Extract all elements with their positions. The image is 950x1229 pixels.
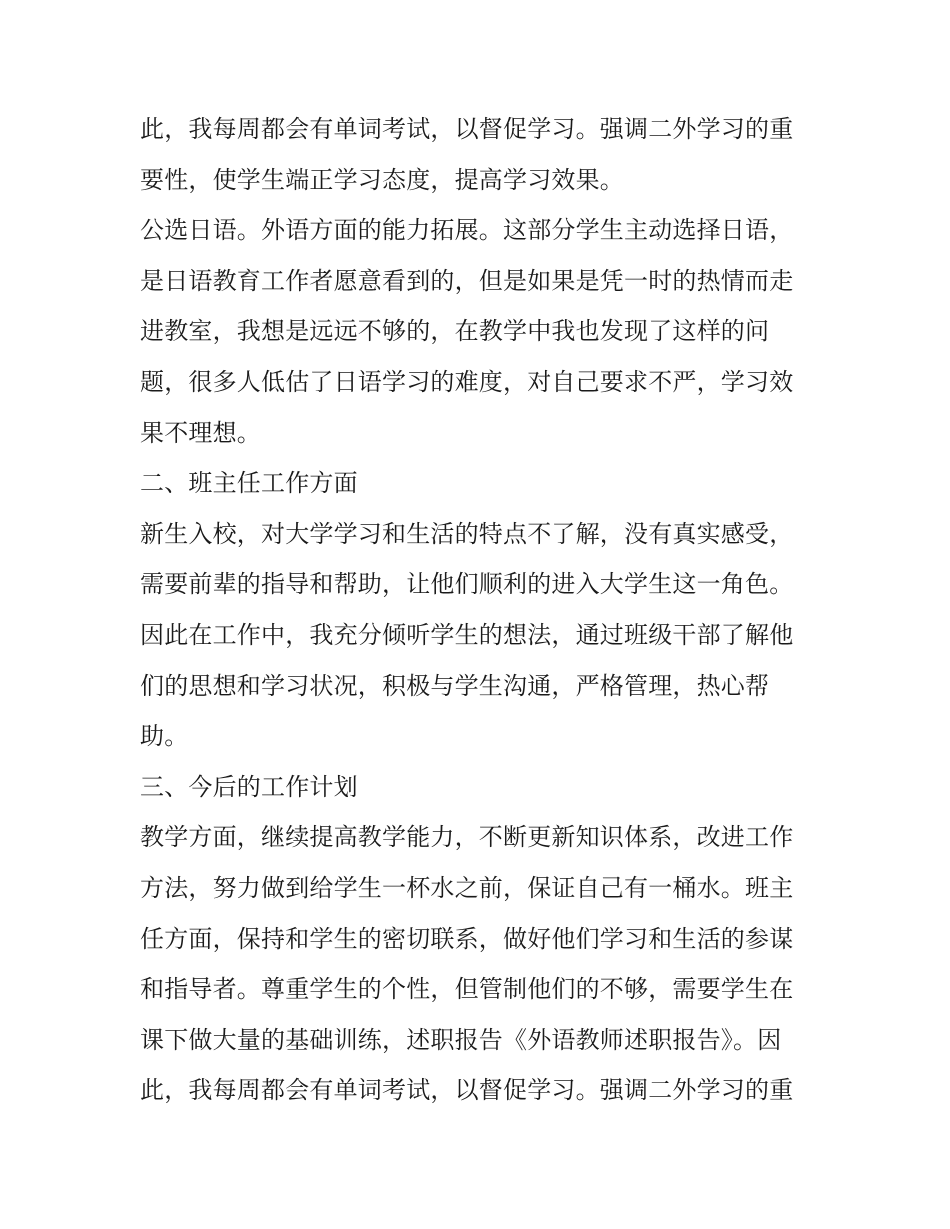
document-body (140, 104, 820, 1116)
text-line: 和指导者。尊重学生的个性，但管制他们的不够，需要学生在 (140, 975, 794, 1004)
text-line: 题，很多人低估了日语学习的难度，对自己要求不严，学习效 (140, 367, 794, 396)
text-line: 需要前辈的指导和帮助，让他们顺利的进入大学生这一角色。 (140, 570, 794, 599)
text-line: 是日语教育工作者愿意看到的，但是如果是凭一时的热情而走 (140, 266, 794, 295)
text-line: 新生入校，对大学学习和生活的特点不了解，没有真实感受， (140, 519, 794, 548)
text-line: 们的思想和学习状况，积极与学生沟通，严格管理，热心帮 (140, 671, 770, 700)
text-line: 课下做大量的基础训练，述职报告《外语教师述职报告》。因 (140, 1025, 782, 1054)
text-line: 此，我每周都会有单词考试，以督促学习。强调二外学习的重 (140, 115, 794, 143)
text-line: 助。 (140, 722, 189, 751)
text-line: 教学方面，继续提高教学能力，不断更新知识体系，改进工作 (140, 823, 794, 852)
text-line: 进教室，我想是远远不够的，在教学中我也发现了这样的问 (140, 317, 770, 346)
text-line: 因此在工作中，我充分倾听学生的想法，通过班级干部了解他 (140, 620, 794, 649)
text-line: 果不理想。 (140, 418, 261, 447)
text-line: 方法，努力做到给学生一杯水之前，保证自己有一桶水。班主 (140, 873, 794, 902)
section-heading: 三、今后的工作计划 (140, 772, 358, 801)
text-line: 此，我每周都会有单词考试，以督促学习。强调二外学习的重 (140, 1076, 794, 1105)
text-line: 公选日语。外语方面的能力拓展。这部分学生主动选择日语， (140, 216, 794, 245)
text-line: 任方面，保持和学生的密切联系，做好他们学习和生活的参谋 (140, 924, 794, 953)
text-line: 要性，使学生端正学习态度，提高学习效果。 (140, 165, 624, 194)
section-heading: 二、班主任工作方面 (140, 469, 358, 498)
